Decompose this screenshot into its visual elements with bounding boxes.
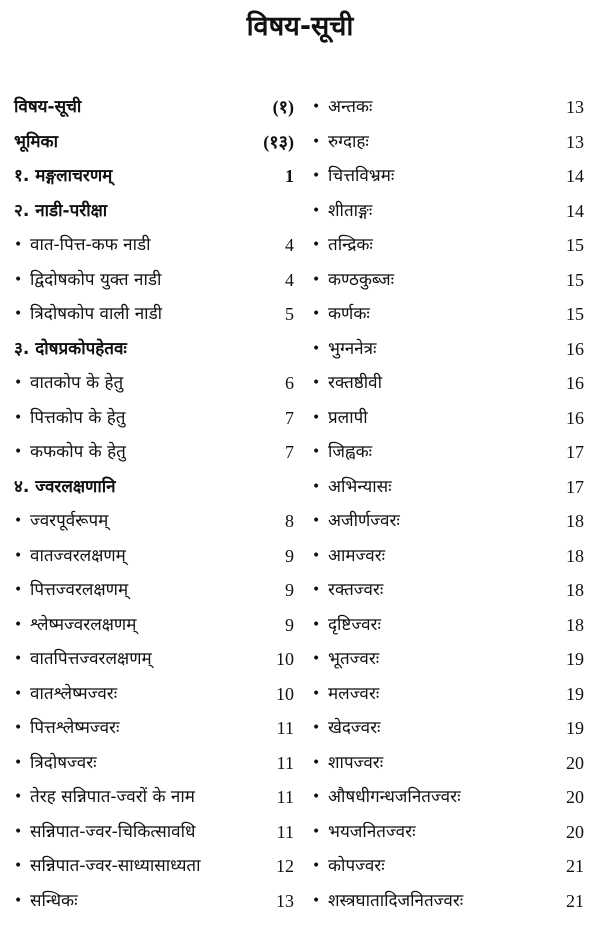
toc-entry-label: त्रिदोषकोप वाली नाडी — [30, 304, 163, 324]
toc-entry — [312, 90, 584, 125]
toc-entry-label: शापज्वरः — [328, 752, 384, 773]
bullet-icon: • — [14, 271, 23, 288]
bullet-icon: • — [312, 754, 321, 771]
toc-entry-page: 11 — [276, 752, 294, 773]
toc-entry-page: 12 — [276, 856, 294, 876]
toc-section-heading — [14, 470, 294, 505]
toc-entry-page: 17 — [566, 476, 584, 497]
bullet-icon: • — [14, 789, 23, 805]
toc-entry-label: पित्तज्वरलक्षणम् — [30, 580, 129, 600]
bullet-icon: • — [312, 237, 321, 253]
toc-entry — [312, 539, 584, 574]
bullet-icon: • — [312, 409, 321, 426]
toc-entry-label: भूतज्वरः — [328, 649, 380, 669]
toc-entry-label: अभिन्यासः — [328, 476, 392, 497]
toc-entry-label: ज्वरपूर्वरूपम् — [30, 511, 109, 531]
toc-right-column — [312, 90, 584, 918]
toc-entry-page: 1 — [285, 166, 294, 186]
bullet-icon: • — [312, 892, 321, 909]
bullet-icon: • — [14, 892, 23, 909]
toc-section-heading — [14, 159, 294, 194]
toc-entry-page: (१३) — [263, 131, 294, 152]
toc-entry-page: 4 — [285, 269, 294, 290]
toc-entry-label: कण्ठकुब्जः — [328, 269, 395, 290]
toc-entry-page: 21 — [566, 890, 584, 911]
bullet-icon: • — [312, 375, 321, 391]
toc-entry-page: 20 — [566, 752, 584, 773]
toc-entry-page: 4 — [285, 235, 294, 255]
toc-entry — [312, 435, 584, 470]
bullet-icon: • — [14, 685, 23, 702]
toc-entry-label: रक्तज्वरः — [328, 580, 384, 600]
toc-entry-label: तन्द्रिकः — [328, 235, 373, 255]
toc-entry — [14, 815, 294, 850]
toc-entry-page: 8 — [285, 511, 294, 531]
toc-entry-page: 11 — [276, 718, 294, 738]
bullet-icon: • — [312, 478, 321, 495]
toc-entry-label: सन्निपात-ज्वर-साध्यासाध्यता — [30, 856, 201, 876]
bullet-icon: • — [312, 133, 321, 150]
toc-section-heading — [14, 194, 294, 229]
toc-entry — [14, 504, 294, 539]
toc-section-heading — [14, 125, 294, 160]
toc-entry — [312, 884, 584, 919]
bullet-icon: • — [312, 547, 321, 564]
toc-entry-page: 7 — [285, 407, 294, 428]
toc-entry — [14, 435, 294, 470]
bullet-icon: • — [312, 168, 321, 184]
bullet-icon: • — [14, 582, 23, 598]
toc-entry-label: भूमिका — [14, 131, 58, 152]
toc-entry — [14, 677, 294, 712]
toc-entry — [312, 849, 584, 884]
toc-entry-page: 15 — [566, 269, 584, 290]
toc-entry — [312, 677, 584, 712]
bullet-icon: • — [14, 409, 23, 426]
toc-entry-label: शीताङ्गः — [328, 200, 373, 221]
toc-entry — [312, 815, 584, 850]
toc-entry-label: वातज्वरलक्षणम् — [30, 545, 126, 566]
bullet-icon: • — [312, 202, 321, 219]
toc-entry — [312, 228, 584, 263]
toc-entry — [14, 573, 294, 608]
toc-entry — [14, 642, 294, 677]
bullet-icon: • — [14, 823, 23, 840]
bullet-icon: • — [312, 271, 321, 288]
toc-entry-page: 18 — [566, 580, 584, 600]
bullet-icon: • — [312, 444, 321, 460]
toc-entry — [312, 297, 584, 332]
bullet-icon: • — [14, 444, 23, 460]
toc-entry-page: 13 — [566, 131, 584, 152]
toc-entry-label: वात-पित्त-कफ नाडी — [30, 235, 151, 255]
toc-left-column — [14, 90, 294, 918]
toc-entry-page: (१) — [272, 97, 294, 117]
toc-entry-page: 15 — [566, 304, 584, 324]
toc-entry-page: 18 — [566, 614, 584, 635]
bullet-icon: • — [14, 375, 23, 391]
toc-entry — [14, 884, 294, 919]
toc-entry-page: 5 — [285, 304, 294, 324]
toc-entry-page: 19 — [566, 649, 584, 669]
toc-entry-page: 9 — [285, 580, 294, 600]
toc-entry — [14, 539, 294, 574]
toc-entry-page: 11 — [276, 821, 294, 842]
toc-entry-page: 9 — [285, 614, 294, 635]
toc-section-heading — [14, 332, 294, 367]
bullet-icon: • — [312, 582, 321, 598]
toc-entry-label: मलज्वरः — [328, 683, 380, 704]
toc-entry — [312, 504, 584, 539]
bullet-icon: • — [312, 340, 321, 357]
bullet-icon: • — [14, 513, 23, 529]
toc-entry-label: वातश्लेष्मज्वरः — [30, 683, 118, 704]
toc-entry-label: अजीर्णज्वरः — [328, 511, 400, 531]
toc-entry-label: भुग्ननेत्रः — [328, 338, 377, 359]
bullet-icon: • — [312, 513, 321, 529]
toc-entry-label: तेरह सन्निपात-ज्वरों के नाम — [30, 787, 195, 807]
bullet-icon: • — [14, 754, 23, 771]
toc-entry-page: 18 — [566, 511, 584, 531]
toc-entry — [312, 125, 584, 160]
toc-entry-page: 13 — [566, 97, 584, 117]
toc-entry — [14, 228, 294, 263]
bullet-icon: • — [312, 616, 321, 633]
toc-entry — [312, 608, 584, 643]
toc-entry-label: रुग्दाहः — [328, 131, 369, 152]
toc-entry-label: वातकोप के हेतु — [30, 373, 124, 393]
toc-entry — [312, 366, 584, 401]
toc-entry — [312, 573, 584, 608]
toc-entry — [14, 263, 294, 298]
toc-entry — [312, 332, 584, 367]
toc-entry-page: 17 — [566, 442, 584, 462]
toc-entry-label: खेदज्वरः — [328, 718, 381, 738]
toc-entry-label: रक्तष्ठीवी — [328, 373, 383, 393]
toc-entry — [312, 746, 584, 781]
toc-entry-label: शस्त्रघातादिजनितज्वरः — [328, 890, 464, 911]
bullet-icon: • — [312, 823, 321, 840]
toc-entry-page: 15 — [566, 235, 584, 255]
toc-entry — [312, 159, 584, 194]
toc-entry — [312, 401, 584, 436]
toc-entry-page: 20 — [566, 787, 584, 807]
toc-entry — [312, 470, 584, 505]
toc-entry-label: प्रलापी — [328, 407, 368, 428]
toc-entry-page: 20 — [566, 821, 584, 842]
toc-entry — [14, 780, 294, 815]
toc-entry-label: चित्तविभ्रमः — [328, 166, 395, 186]
toc-entry — [312, 263, 584, 298]
bullet-icon: • — [14, 306, 23, 322]
toc-entry — [14, 401, 294, 436]
toc-section-heading — [14, 90, 294, 125]
toc-entry-label: वातपित्तज्वरलक्षणम् — [30, 649, 152, 669]
bullet-icon: • — [14, 858, 23, 874]
toc-entry-page: 18 — [566, 545, 584, 566]
toc-entry-label: द्विदोषकोप युक्त नाडी — [30, 269, 162, 290]
toc-entry-page: 16 — [566, 373, 584, 393]
bullet-icon: • — [14, 616, 23, 633]
page-title: विषय-सूची — [246, 11, 354, 42]
toc-entry-page: 19 — [566, 683, 584, 704]
toc-entry-page: 19 — [566, 718, 584, 738]
toc-entry-label: कोपज्वरः — [328, 856, 385, 876]
bullet-icon: • — [312, 99, 321, 115]
toc-entry-label: जिह्वकः — [328, 442, 373, 462]
toc-entry-label: अन्तकः — [328, 97, 373, 117]
toc-entry-label: औषधीगन्धजनितज्वरः — [328, 787, 461, 807]
toc-entry-label: श्लेष्मज्वरलक्षणम् — [30, 614, 137, 635]
toc-entry-label: सन्धिकः — [30, 890, 78, 911]
bullet-icon: • — [312, 651, 321, 667]
toc-entry-page: 14 — [566, 200, 584, 221]
toc-entry-page: 7 — [285, 442, 294, 462]
bullet-icon: • — [312, 685, 321, 702]
toc-entry — [14, 849, 294, 884]
toc-entry-label: १. मङ्गलाचरणम् — [14, 166, 113, 186]
toc-entry — [14, 608, 294, 643]
bullet-icon: • — [14, 651, 23, 667]
toc-entry-label: कर्णकः — [328, 304, 370, 324]
toc-entry-page: 16 — [566, 338, 584, 359]
toc-entry-label: भयजनितज्वरः — [328, 821, 416, 842]
toc-entry-page: 10 — [276, 649, 294, 669]
toc-entry-page: 10 — [276, 683, 294, 704]
toc-entry-page: 21 — [566, 856, 584, 876]
bullet-icon: • — [312, 306, 321, 322]
toc-entry-label: त्रिदोषज्वरः — [30, 752, 97, 773]
toc-entry-page: 9 — [285, 545, 294, 566]
toc-entry-page: 14 — [566, 166, 584, 186]
toc-entry — [14, 746, 294, 781]
toc-entry-label: पित्तश्लेष्मज्वरः — [30, 718, 120, 738]
toc-entry — [312, 642, 584, 677]
toc-entry-label: २. नाडी-परीक्षा — [14, 200, 108, 221]
toc-entry-page: 13 — [276, 890, 294, 911]
bullet-icon: • — [14, 237, 23, 253]
toc-entry-label: सन्निपात-ज्वर-चिकित्सावधि — [30, 821, 196, 842]
toc-entry-label: आमज्वरः — [328, 545, 386, 566]
toc-entry — [14, 711, 294, 746]
toc-entry-label: पित्तकोप के हेतु — [30, 407, 126, 428]
bullet-icon: • — [312, 720, 321, 736]
bullet-icon: • — [312, 858, 321, 874]
bullet-icon: • — [14, 720, 23, 736]
toc-entry-page: 6 — [285, 373, 294, 393]
toc-entry-label: कफकोप के हेतु — [30, 442, 126, 462]
bullet-icon: • — [312, 789, 321, 805]
toc-entry — [14, 366, 294, 401]
toc-entry — [312, 711, 584, 746]
toc-entry-label: ३. दोषप्रकोपहेतवः — [14, 338, 127, 359]
toc-entry-label: ४. ज्वरलक्षणानि — [14, 476, 116, 497]
toc-entry — [312, 780, 584, 815]
toc-entry-page: 16 — [566, 407, 584, 428]
toc-entry-page: 11 — [276, 787, 294, 807]
toc-entry-label: दृष्टिज्वरः — [328, 614, 381, 635]
bullet-icon: • — [14, 547, 23, 564]
toc-entry — [14, 297, 294, 332]
toc-entry-label: विषय-सूची — [14, 97, 82, 117]
toc-entry — [312, 194, 584, 229]
